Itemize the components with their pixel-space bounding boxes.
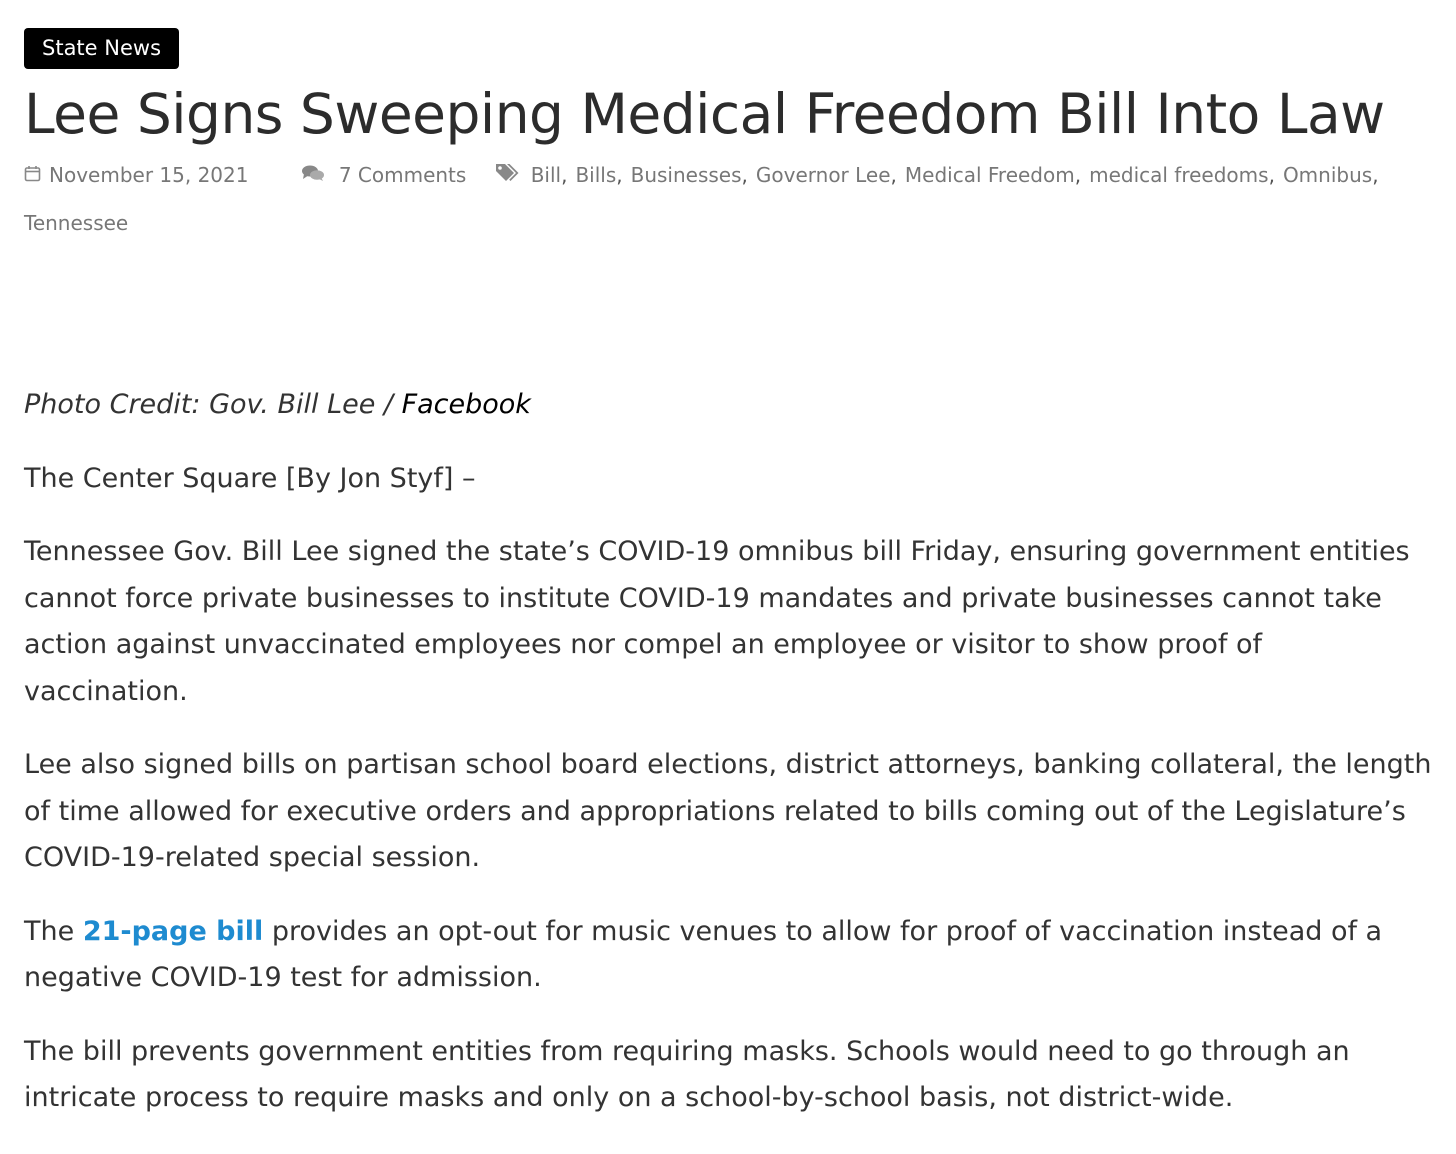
bill-link[interactable]: 21-page bill	[82, 915, 264, 947]
tag-link[interactable]: Businesses,	[630, 163, 748, 187]
tag-link[interactable]: Tennessee	[24, 210, 129, 235]
post-date-text: November 15, 2021	[49, 163, 249, 187]
paragraph: The bill prevents government entities from requiring masks. Schools would need to go through an intricate process to require masks and only on a school-by-school basis, not district-wide.	[24, 1035, 1350, 1113]
facebook-link[interactable]: Facebook	[401, 389, 531, 420]
byline: The Center Square [By Jon Styf] –	[24, 462, 476, 494]
paragraph: Lee also signed bills on partisan school board elections, district attorneys, banking collateral, the length of time allowed for executive orders and appropriations related to bills coming out of the Legislature’s COVID-19-related special session.	[24, 749, 1432, 873]
tag-link[interactable]: Bill,	[530, 163, 568, 187]
tag-link[interactable]: Governor Lee,	[755, 163, 897, 187]
post-date[interactable]	[24, 152, 248, 200]
tag-link[interactable]: Medical Freedom,	[904, 163, 1082, 187]
paragraph: The 21-page bill provides an opt-out for music venues to allow for proof of vaccination instead of a negative COVID-19 test for admission.	[24, 915, 1383, 993]
tag-link[interactable]: Omnibus,	[1282, 163, 1379, 187]
photo-credit: Photo Credit: Gov. Bill Lee / Facebook	[24, 389, 531, 420]
tags-label	[495, 152, 531, 200]
comments-text: 7 Comments	[338, 163, 467, 187]
tag-link[interactable]: Bills,	[575, 163, 623, 187]
calendar-icon	[24, 152, 41, 198]
article-body	[24, 382, 1434, 1149]
comments-link[interactable]	[295, 152, 467, 200]
article-title: Lee Signs Sweeping Medical Freedom Bill Into Law	[24, 82, 1385, 146]
comments-icon	[301, 152, 325, 198]
article-meta	[24, 152, 1424, 246]
tag-link[interactable]: medical freedoms,	[1089, 163, 1275, 187]
category-badge[interactable]: State News	[24, 28, 179, 69]
tags-icon	[495, 152, 521, 198]
paragraph: Tennessee Gov. Bill Lee signed the state’s COVID-19 omnibus bill Friday, ensuring government entities cannot force private businesses to institute COVID-19 mandates and private businesses cannot take action against unvaccinated employees nor compel an employee or visitor to show proof of vaccination.	[24, 536, 1410, 707]
